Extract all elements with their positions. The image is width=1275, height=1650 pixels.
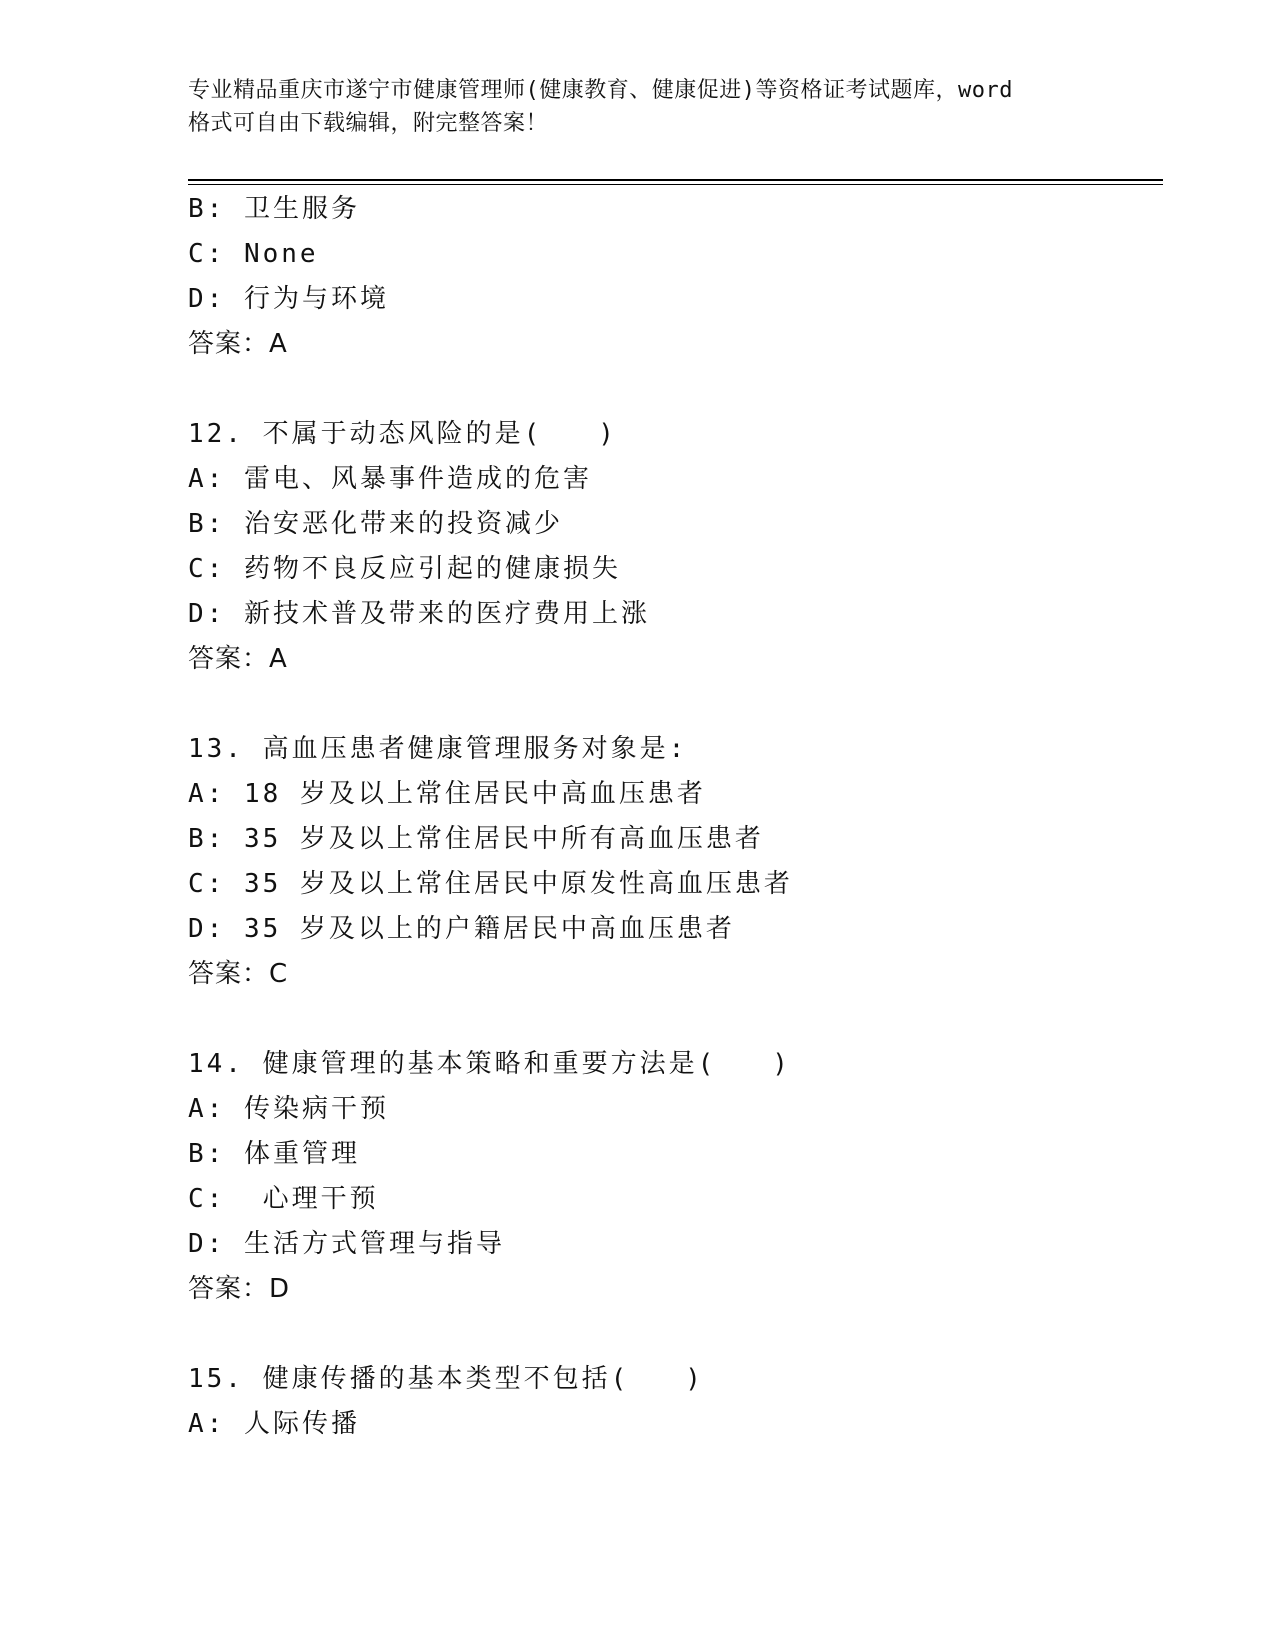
q13-answer: 答案：C <box>188 959 289 989</box>
q14-option-d: D: 生活方式管理与指导 <box>188 1229 505 1259</box>
q12-option-a: A: 雷电、风暴事件造成的危害 <box>188 464 592 494</box>
q12-stem: 12. 不属于动态风险的是( ) <box>188 419 617 449</box>
q11-option-b: B: 卫生服务 <box>188 194 360 224</box>
q13-option-d: D: 35 岁及以上的户籍居民中高血压患者 <box>188 914 735 944</box>
header-divider-thick <box>188 179 1163 181</box>
q14-option-a: A: 传染病干预 <box>188 1094 389 1124</box>
q11-answer: 答案：A <box>188 329 288 359</box>
q12-option-d: D: 新技术普及带来的医疗费用上涨 <box>188 599 650 629</box>
header-line-2: 格式可自由下载编辑，附完整答案！ <box>188 111 549 136</box>
q13-option-a: A: 18 岁及以上常住居民中高血压患者 <box>188 779 706 809</box>
q13-stem: 13. 高血压患者健康管理服务对象是: <box>188 734 688 764</box>
q11-option-c: C: None <box>188 239 319 269</box>
q12-answer: 答案：A <box>188 644 288 674</box>
q15-stem: 15. 健康传播的基本类型不包括( ) <box>188 1364 704 1394</box>
q14-answer: 答案：D <box>188 1274 291 1304</box>
q12-option-c: C: 药物不良反应引起的健康损失 <box>188 554 621 584</box>
q14-option-b: B: 体重管理 <box>188 1139 360 1169</box>
q13-option-b: B: 35 岁及以上常住居民中所有高血压患者 <box>188 824 764 854</box>
q14-option-c: C: 心理干预 <box>188 1184 379 1214</box>
header-line-1: 专业精品重庆市遂宁市健康管理师(健康教育、健康促进)等资格证考试题库，word <box>188 78 1013 103</box>
q13-option-c: C: 35 岁及以上常住居民中原发性高血压患者 <box>188 869 793 899</box>
q15-option-a: A: 人际传播 <box>188 1409 360 1439</box>
header-divider-thin <box>188 184 1163 185</box>
q11-option-d: D: 行为与环境 <box>188 284 389 314</box>
document-header <box>188 74 1088 140</box>
q12-option-b: B: 治安恶化带来的投资减少 <box>188 509 563 539</box>
q14-stem: 14. 健康管理的基本策略和重要方法是( ) <box>188 1049 791 1079</box>
